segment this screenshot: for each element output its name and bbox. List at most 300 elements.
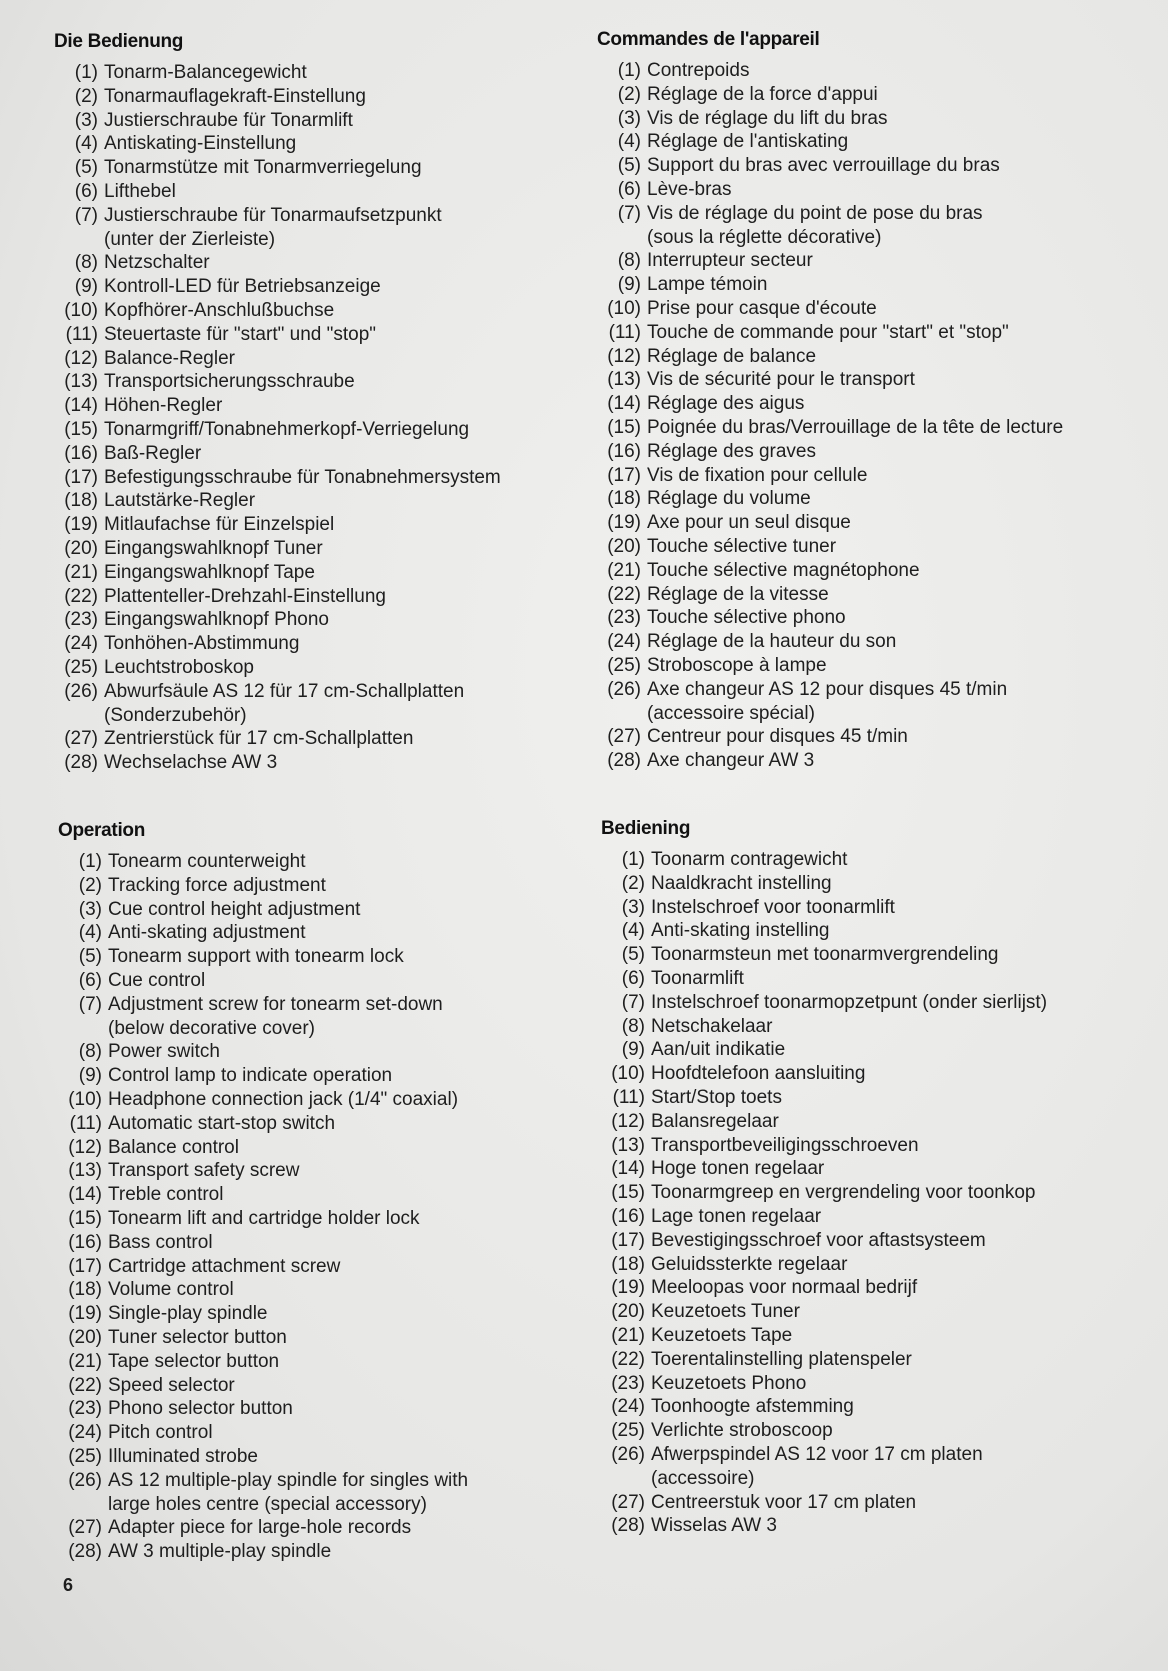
list-item xyxy=(603,130,1117,154)
item-number: (26) xyxy=(68,1469,102,1491)
list-item xyxy=(60,204,574,252)
item-number: (5) xyxy=(78,946,102,968)
list-item xyxy=(64,1136,578,1160)
item-number: (24) xyxy=(607,631,641,653)
item-text: Toonarmsteun met toonarmvergrendeling xyxy=(651,944,999,966)
item-number: (24) xyxy=(68,1422,102,1444)
item-text: Stroboscope à lampe xyxy=(647,654,827,676)
list-item xyxy=(60,585,574,609)
item-number: (20) xyxy=(611,1301,645,1323)
item-text: Justierschraube für Tonarmaufsetzpunkt (unter der Zierleiste) xyxy=(104,204,442,250)
list-item xyxy=(60,537,574,561)
item-number: (16) xyxy=(607,440,641,462)
list-item xyxy=(60,109,574,133)
list-item xyxy=(60,680,574,728)
list-item xyxy=(607,967,1121,991)
item-number: (17) xyxy=(68,1255,102,1277)
item-text: Réglage de l'antiskating xyxy=(647,131,849,153)
item-text: Phono selector button xyxy=(108,1398,293,1420)
list-item xyxy=(60,132,574,156)
item-text: Prise pour casque d'écoute xyxy=(647,297,877,319)
item-number: (13) xyxy=(68,1160,102,1182)
item-text: Transport safety screw xyxy=(108,1160,300,1182)
item-number: (5) xyxy=(621,944,645,966)
item-number: (25) xyxy=(607,654,641,676)
item-text: Tonarm-Balancegewicht xyxy=(104,62,307,83)
item-text: Verlichte stroboscoop xyxy=(651,1420,833,1442)
item-text: Toonarmlift xyxy=(651,967,744,989)
item-number: (6) xyxy=(74,180,98,202)
item-number: (3) xyxy=(617,107,641,129)
item-text: Réglage de balance xyxy=(647,345,817,367)
item-text: Keuzetoets Phono xyxy=(651,1372,807,1394)
list-item xyxy=(60,251,574,275)
list-item xyxy=(64,1540,578,1564)
list-item xyxy=(60,418,574,442)
list-item xyxy=(607,896,1121,920)
item-text: Toonarm contragewicht xyxy=(651,849,848,870)
item-text: Touche sélective phono xyxy=(647,607,846,629)
item-text: Tonearm lift and cartridge holder lock xyxy=(108,1207,420,1229)
list-item xyxy=(60,394,574,418)
list-item xyxy=(603,368,1117,392)
item-text: Lampe témoin xyxy=(647,274,768,296)
controls-list-english xyxy=(64,850,578,1564)
item-text: Volume control xyxy=(108,1279,234,1301)
item-text: Tonarmauflagekraft-Einstellung xyxy=(104,85,366,107)
item-text: Lifthebel xyxy=(104,180,176,202)
list-item xyxy=(60,275,574,299)
item-text: Anti-skating adjustment xyxy=(108,922,306,944)
item-text: Hoofdtelefoon aansluiting xyxy=(651,1063,866,1085)
item-text: Wisselas AW 3 xyxy=(651,1515,777,1537)
item-number: (22) xyxy=(607,583,641,605)
item-text: Adjustment screw for tonearm set-down (below decorative cover) xyxy=(108,993,443,1039)
item-number: (5) xyxy=(74,157,98,179)
item-text: Réglage de la vitesse xyxy=(647,583,829,605)
section-german xyxy=(54,31,574,775)
item-number: (16) xyxy=(64,442,98,464)
list-item xyxy=(64,1159,578,1183)
item-number: (11) xyxy=(65,323,98,345)
item-text: Support du bras avec verrouillage du bras xyxy=(647,155,1000,177)
list-item xyxy=(603,59,1117,83)
item-number: (14) xyxy=(611,1158,645,1180)
list-item xyxy=(607,1300,1121,1324)
list-item xyxy=(60,656,574,680)
item-number: (27) xyxy=(64,728,98,750)
item-number: (6) xyxy=(621,967,645,989)
item-number: (8) xyxy=(617,250,641,272)
item-text: Headphone connection jack (1/4" coaxial) xyxy=(108,1088,459,1110)
item-number: (15) xyxy=(611,1182,645,1204)
item-number: (20) xyxy=(64,537,98,559)
list-item xyxy=(64,1350,578,1374)
item-text: Cue control xyxy=(108,969,206,991)
item-number: (21) xyxy=(607,559,641,581)
list-item xyxy=(607,1372,1121,1396)
list-item xyxy=(60,180,574,204)
item-text: Transportsicherungsschraube xyxy=(104,371,355,393)
list-item xyxy=(64,1278,578,1302)
list-item xyxy=(60,61,574,85)
list-item xyxy=(607,1491,1121,1515)
item-text: Vis de réglage du point de pose du bras (sous la réglette décorative) xyxy=(647,202,983,248)
item-number: (7) xyxy=(74,204,98,226)
item-number: (13) xyxy=(64,371,98,393)
item-number: (25) xyxy=(64,656,98,678)
list-item xyxy=(603,416,1117,440)
item-text: Contrepoids xyxy=(647,60,750,81)
item-text: Réglage des graves xyxy=(647,440,816,462)
item-number: (8) xyxy=(74,252,98,274)
item-text: Tonearm counterweight xyxy=(108,851,306,872)
list-item xyxy=(64,1064,578,1088)
item-text: Balance-Regler xyxy=(104,347,235,369)
list-item xyxy=(603,249,1117,273)
item-number: (18) xyxy=(68,1279,102,1301)
list-item xyxy=(603,107,1117,131)
item-number: (8) xyxy=(621,1015,645,1037)
controls-list-french xyxy=(603,59,1117,773)
item-number: (14) xyxy=(64,395,98,417)
item-text: Geluidssterkte regelaar xyxy=(651,1253,848,1275)
item-text: Hoge tonen regelaar xyxy=(651,1158,825,1180)
list-item xyxy=(603,487,1117,511)
item-number: (21) xyxy=(68,1350,102,1372)
item-number: (12) xyxy=(68,1136,102,1158)
item-text: Vis de réglage du lift du bras xyxy=(647,107,888,129)
item-number: (9) xyxy=(617,274,641,296)
list-item xyxy=(607,1181,1121,1205)
list-item xyxy=(607,1086,1121,1110)
list-item xyxy=(60,632,574,656)
item-number: (18) xyxy=(611,1253,645,1275)
list-item xyxy=(603,583,1117,607)
item-number: (5) xyxy=(617,155,641,177)
section-title-dutch: Bediening xyxy=(601,818,691,839)
item-text: Réglage de la hauteur du son xyxy=(647,631,897,653)
item-text: Touche sélective magnétophone xyxy=(647,559,920,581)
item-text: Tonearm support with tonearm lock xyxy=(108,946,404,968)
item-text: Tracking force adjustment xyxy=(108,874,326,896)
item-text: Pitch control xyxy=(108,1422,213,1444)
item-text: Réglage du volume xyxy=(647,488,811,510)
item-text: Abwurfsäule AS 12 für 17 cm-Schallplatten (Sonderzubehör) xyxy=(104,680,465,726)
item-number: (2) xyxy=(78,874,102,896)
list-item xyxy=(607,991,1121,1015)
item-number: (2) xyxy=(621,872,645,894)
list-item xyxy=(60,466,574,490)
list-item xyxy=(60,347,574,371)
item-number: (28) xyxy=(64,752,98,774)
item-number: (10) xyxy=(611,1063,645,1085)
item-text: Lage tonen regelaar xyxy=(651,1205,822,1227)
list-item xyxy=(603,202,1117,250)
item-number: (23) xyxy=(64,609,98,631)
list-item xyxy=(64,1255,578,1279)
item-text: Kopfhörer-Anschlußbuchse xyxy=(104,299,335,321)
item-text: Power switch xyxy=(108,1041,220,1063)
item-number: (1) xyxy=(78,851,102,872)
item-number: (21) xyxy=(611,1324,645,1346)
item-number: (23) xyxy=(607,607,641,629)
item-number: (26) xyxy=(607,678,641,700)
item-text: Touche sélective tuner xyxy=(647,535,837,557)
item-number: (12) xyxy=(607,345,641,367)
item-text: Steuertaste für "start" und "stop" xyxy=(104,323,377,345)
section-english xyxy=(58,820,578,1564)
item-number: (23) xyxy=(611,1372,645,1394)
item-text: Wechselachse AW 3 xyxy=(104,752,278,774)
list-item xyxy=(603,297,1117,321)
item-number: (28) xyxy=(611,1515,645,1537)
item-number: (14) xyxy=(607,393,641,415)
item-text: AS 12 multiple-play spindle for singles with large holes centre (special accessory) xyxy=(108,1469,469,1515)
list-item xyxy=(607,1205,1121,1229)
item-text: Mitlaufachse für Einzelspiel xyxy=(104,514,335,536)
item-text: Poignée du bras/Verrouillage de la tête de lecture xyxy=(647,416,1064,438)
item-number: (9) xyxy=(621,1039,645,1061)
item-text: Cartridge attachment screw xyxy=(108,1255,341,1277)
item-number: (10) xyxy=(607,297,641,319)
item-number: (20) xyxy=(607,535,641,557)
item-text: Lautstärke-Regler xyxy=(104,490,256,512)
controls-list-german xyxy=(60,61,574,775)
item-text: Réglage des aigus xyxy=(647,393,805,415)
item-text: Balance control xyxy=(108,1136,239,1158)
list-item xyxy=(607,943,1121,967)
list-item xyxy=(607,1443,1121,1491)
list-item xyxy=(607,1419,1121,1443)
list-item xyxy=(603,725,1117,749)
list-item xyxy=(603,178,1117,202)
item-text: Instelschroef toonarmopzetpunt (onder sierlijst) xyxy=(651,991,1048,1013)
item-text: Baß-Regler xyxy=(104,442,202,464)
list-item xyxy=(64,1469,578,1517)
section-title-english: Operation xyxy=(58,820,146,841)
item-number: (3) xyxy=(78,898,102,920)
list-item xyxy=(64,993,578,1041)
item-number: (22) xyxy=(68,1374,102,1396)
item-text: Interrupteur secteur xyxy=(647,250,813,272)
list-item xyxy=(60,727,574,751)
list-item xyxy=(60,608,574,632)
item-text: Bevestigingsschroef voor aftastsysteem xyxy=(651,1229,986,1251)
list-item xyxy=(607,1062,1121,1086)
item-number: (9) xyxy=(78,1065,102,1087)
list-item xyxy=(607,1276,1121,1300)
item-number: (19) xyxy=(611,1277,645,1299)
list-item xyxy=(607,1395,1121,1419)
item-text: Axe pour un seul disque xyxy=(647,512,851,534)
item-number: (26) xyxy=(611,1443,645,1465)
item-text: Centreur pour disques 45 t/min xyxy=(647,726,908,748)
list-item xyxy=(607,872,1121,896)
item-number: (15) xyxy=(607,416,641,438)
item-text: Afwerpspindel AS 12 voor 17 cm platen (accessoire) xyxy=(651,1443,983,1489)
list-item xyxy=(607,1253,1121,1277)
item-text: Tonarmgriff/Tonabnehmerkopf-Verriegelung xyxy=(104,418,470,440)
item-text: Leuchtstroboskop xyxy=(104,656,254,678)
item-number: (18) xyxy=(607,488,641,510)
item-number: (10) xyxy=(64,299,98,321)
item-text: Keuzetoets Tape xyxy=(651,1324,793,1346)
item-number: (10) xyxy=(68,1088,102,1110)
item-text: Netschakelaar xyxy=(651,1015,773,1037)
list-item xyxy=(603,559,1117,583)
item-number: (27) xyxy=(68,1517,102,1539)
list-item xyxy=(64,1231,578,1255)
list-item xyxy=(60,442,574,466)
item-text: Axe changeur AS 12 pour disques 45 t/min (accessoire spécial) xyxy=(647,678,1008,724)
list-item xyxy=(60,156,574,180)
list-item xyxy=(607,1157,1121,1181)
list-item xyxy=(603,154,1117,178)
list-item xyxy=(64,1302,578,1326)
item-text: Tape selector button xyxy=(108,1350,280,1372)
list-item xyxy=(603,630,1117,654)
item-text: Tonhöhen-Abstimmung xyxy=(104,633,300,655)
item-number: (2) xyxy=(74,85,98,107)
list-item xyxy=(64,1112,578,1136)
list-item xyxy=(60,370,574,394)
item-number: (28) xyxy=(607,750,641,772)
item-text: Tuner selector button xyxy=(108,1326,287,1348)
item-text: Tonarmstütze mit Tonarmverriegelung xyxy=(104,157,422,179)
list-item xyxy=(64,898,578,922)
item-number: (7) xyxy=(621,991,645,1013)
list-item xyxy=(64,1421,578,1445)
item-text: Illuminated strobe xyxy=(108,1445,258,1467)
item-text: Transportbeveiligingsschroeven xyxy=(651,1134,919,1156)
list-item xyxy=(603,273,1117,297)
item-number: (14) xyxy=(68,1184,102,1206)
item-number: (3) xyxy=(621,896,645,918)
list-item xyxy=(60,561,574,585)
item-number: (13) xyxy=(607,369,641,391)
item-text: Eingangswahlknopf Tuner xyxy=(104,537,323,559)
item-text: Start/Stop toets xyxy=(651,1086,782,1108)
list-item xyxy=(607,1348,1121,1372)
item-text: Befestigungsschraube für Tonabnehmersystem xyxy=(104,466,501,488)
list-item xyxy=(603,392,1117,416)
item-number: (22) xyxy=(611,1348,645,1370)
item-text: Toerentalinstelling platenspeler xyxy=(651,1348,912,1370)
item-number: (9) xyxy=(74,276,98,298)
list-item xyxy=(607,1514,1121,1538)
item-number: (1) xyxy=(621,849,645,870)
item-text: Réglage de la force d'appui xyxy=(647,83,878,105)
list-item xyxy=(64,1397,578,1421)
item-number: (8) xyxy=(78,1041,102,1063)
item-text: Eingangswahlknopf Phono xyxy=(104,609,330,631)
item-text: Lève-bras xyxy=(647,178,732,200)
item-number: (21) xyxy=(64,561,98,583)
item-text: Plattenteller-Drehzahl-Einstellung xyxy=(104,585,386,607)
list-item xyxy=(603,511,1117,535)
item-number: (18) xyxy=(64,490,98,512)
item-text: AW 3 multiple-play spindle xyxy=(108,1541,332,1563)
list-item xyxy=(60,85,574,109)
item-number: (19) xyxy=(68,1303,102,1325)
item-text: Meeloopas voor normaal bedrijf xyxy=(651,1277,918,1299)
item-text: Eingangswahlknopf Tape xyxy=(104,561,315,583)
list-item xyxy=(607,1110,1121,1134)
section-title-french: Commandes de l'appareil xyxy=(597,29,820,50)
item-text: Antiskating-Einstellung xyxy=(104,133,297,155)
list-item xyxy=(607,1038,1121,1062)
item-text: Justierschraube für Tonarmlift xyxy=(104,109,353,131)
list-item xyxy=(64,1183,578,1207)
item-number: (3) xyxy=(74,109,98,131)
item-text: Anti-skating instelling xyxy=(651,920,830,942)
item-number: (12) xyxy=(64,347,98,369)
list-item xyxy=(603,535,1117,559)
item-number: (13) xyxy=(611,1134,645,1156)
list-item xyxy=(603,678,1117,726)
list-item xyxy=(64,1326,578,1350)
list-item xyxy=(64,850,578,874)
list-item xyxy=(607,1229,1121,1253)
item-number: (24) xyxy=(611,1396,645,1418)
list-item xyxy=(603,464,1117,488)
item-text: Aan/uit indikatie xyxy=(651,1039,786,1061)
item-text: Axe changeur AW 3 xyxy=(647,750,815,772)
list-item xyxy=(64,1445,578,1469)
item-text: Control lamp to indicate operation xyxy=(108,1065,393,1087)
item-number: (4) xyxy=(74,133,98,155)
item-number: (4) xyxy=(621,920,645,942)
item-number: (17) xyxy=(607,464,641,486)
item-text: Netzschalter xyxy=(104,252,210,274)
item-number: (28) xyxy=(68,1541,102,1563)
list-item xyxy=(603,606,1117,630)
list-item xyxy=(607,919,1121,943)
item-number: (26) xyxy=(64,680,98,702)
item-number: (15) xyxy=(68,1207,102,1229)
section-french xyxy=(597,29,1117,773)
item-text: Höhen-Regler xyxy=(104,395,223,417)
item-text: Naaldkracht instelling xyxy=(651,872,832,894)
item-number: (11) xyxy=(69,1112,102,1134)
item-text: Zentrierstück für 17 cm-Schallplatten xyxy=(104,728,414,750)
item-text: Toonarmgreep en vergrendeling voor toonkop xyxy=(651,1182,1036,1204)
list-item xyxy=(60,751,574,775)
list-item xyxy=(60,299,574,323)
item-text: Keuzetoets Tuner xyxy=(651,1301,800,1323)
list-item xyxy=(603,654,1117,678)
item-number: (7) xyxy=(78,993,102,1015)
item-number: (19) xyxy=(64,514,98,536)
item-number: (1) xyxy=(617,60,641,81)
item-text: Bass control xyxy=(108,1231,213,1253)
item-text: Toonhoogte afstemming xyxy=(651,1396,854,1418)
item-text: Touche de commande pour "start" et "stop" xyxy=(647,321,1009,343)
section-dutch xyxy=(601,818,1121,1538)
item-number: (2) xyxy=(617,83,641,105)
item-text: Automatic start-stop switch xyxy=(108,1112,336,1134)
section-title-german: Die Bedienung xyxy=(54,31,184,52)
item-number: (20) xyxy=(68,1326,102,1348)
item-number: (6) xyxy=(78,969,102,991)
list-item xyxy=(64,921,578,945)
list-item xyxy=(64,1374,578,1398)
list-item xyxy=(607,848,1121,872)
list-item xyxy=(60,513,574,537)
item-number: (17) xyxy=(64,466,98,488)
item-number: (6) xyxy=(617,178,641,200)
